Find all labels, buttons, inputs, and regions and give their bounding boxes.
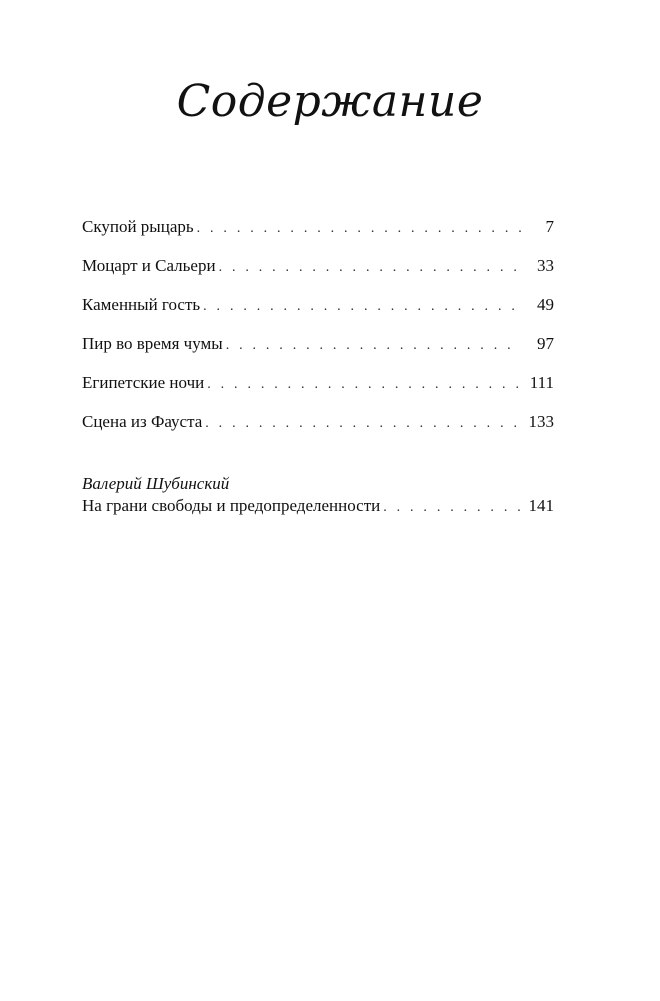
toc-entry-page: 111 <box>529 373 554 392</box>
toc-entry[interactable] <box>82 295 554 334</box>
toc-entry[interactable] <box>82 412 554 451</box>
afterword-author: Валерий Шубинский <box>82 474 230 493</box>
toc-entry-title: Каменный гость <box>82 295 201 314</box>
toc-entry-title: Сцена из Фауста <box>82 412 203 431</box>
toc-entry-page: 97 <box>537 334 554 353</box>
toc-entry-page: 133 <box>528 412 554 431</box>
toc-entry-page: 49 <box>537 295 554 314</box>
toc-entry-afterword[interactable] <box>82 496 554 524</box>
toc-list <box>82 217 554 451</box>
toc-entry-title: Моцарт и Сальери <box>82 256 216 275</box>
toc-entry-page: 7 <box>545 217 554 236</box>
toc-entry-title: Пир во время чумы <box>82 334 223 353</box>
afterword-section <box>82 472 554 524</box>
dot-leader <box>197 221 521 237</box>
dot-leader <box>203 299 521 315</box>
toc-entry-title: Скупой рыцарь <box>82 217 194 236</box>
dot-leader <box>219 260 521 276</box>
dot-leader <box>226 338 521 354</box>
toc-entry[interactable] <box>82 373 554 412</box>
toc-entry-page: 33 <box>537 256 554 275</box>
toc-entry-title: На грани свободы и предопределенности <box>82 496 381 515</box>
toc-entry-title: Египетские ночи <box>82 373 205 392</box>
dot-leader <box>205 416 521 432</box>
toc-entry-page: 141 <box>528 496 554 515</box>
toc-entry[interactable] <box>82 334 554 373</box>
dot-leader <box>207 377 521 393</box>
page-title: Содержание <box>176 76 484 127</box>
toc-entry[interactable] <box>82 217 554 256</box>
toc-entry[interactable] <box>82 256 554 295</box>
dot-leader <box>383 500 521 516</box>
